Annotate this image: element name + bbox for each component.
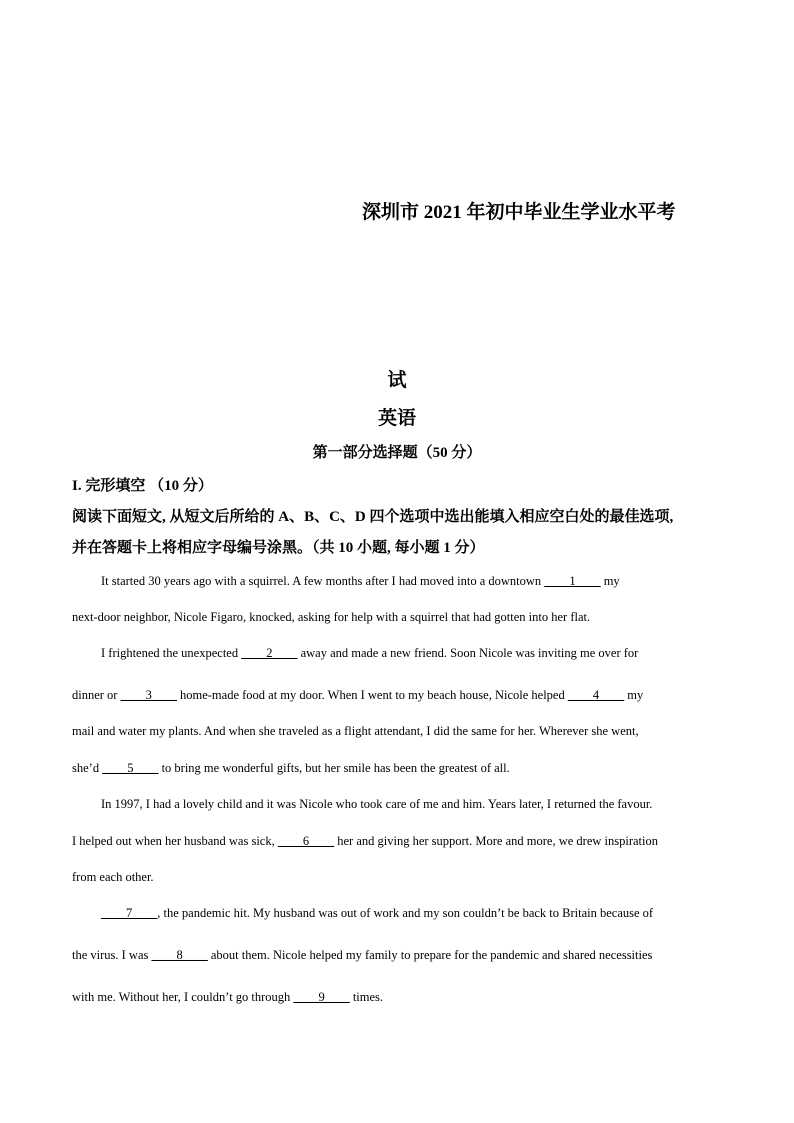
passage-text: mail and water my plants. And when she traveled as a flight attendant, I did the same for her. Wherever she went, (72, 724, 639, 738)
passage-line (72, 948, 652, 963)
passage-text: to bring me wonderful gifts, but her smile has been the greatest of all. (158, 761, 510, 775)
passage-text: my (600, 574, 620, 588)
passage-text: times. (349, 990, 384, 1004)
passage-line (72, 834, 658, 849)
blank-3: ____3____ (120, 688, 177, 702)
passage-line (72, 761, 510, 776)
blank-7: ____7____ (101, 906, 158, 920)
passage-text: I helped out when her husband was sick, (72, 834, 278, 848)
passage-text: It started 30 years ago with a squirrel. A few months after I had moved into a downtown (101, 574, 545, 588)
passage-text: she’d (72, 761, 103, 775)
passage-text: I frightened the unexpected (101, 646, 242, 660)
passage-text: away and made a new friend. Soon Nicole was inviting me over for (297, 646, 639, 660)
passage-line (72, 610, 590, 625)
passage-text: about them. Nicole helped my family to prepare for the pandemic and shared necessities (207, 948, 653, 962)
passage-line (101, 906, 653, 921)
passage-text: next-door neighbor, Nicole Figaro, knocked, asking for help with a squirrel that had gotten into her flat. (72, 610, 591, 624)
blank-5: ____5____ (102, 761, 159, 775)
part-title: 第一部分选择题（50 分） (312, 445, 482, 461)
passage-text: dinner or (72, 688, 121, 702)
passage-line (101, 797, 652, 812)
section-heading: I. 完形填空 （10 分） (72, 478, 213, 494)
instruction-line-2: 并在答题卡上将相应字母编号涂黑。（共 10 小题, 每小题 1 分） (72, 540, 485, 556)
passage-text: the virus. I was (72, 948, 152, 962)
passage-line (72, 688, 643, 703)
subject-title: 英语 (377, 408, 416, 429)
passage-text: , the pandemic hit. My husband was out of work and my son couldn’t be back to Britain because of (157, 906, 654, 920)
exam-title: 深圳市 2021 年初中毕业生学业水平考 (362, 202, 676, 223)
passage-line (72, 870, 154, 885)
passage-text: home-made food at my door. When I went to my beach house, Nicole helped (176, 688, 568, 702)
exam-title-suffix: 试 (387, 370, 407, 391)
blank-4: ____4____ (567, 688, 625, 702)
passage-text: my (624, 688, 644, 702)
passage-text: In 1997, I had a lovely child and it was Nicole who took care of me and him. Years later, I returned the favour. (101, 797, 653, 811)
instruction-line-1: 阅读下面短文, 从短文后所给的 A、B、C、D 四个选项中选出能填入相应空白处的最佳选项, (72, 509, 674, 525)
passage-text: from each other. (72, 870, 154, 884)
blank-9: ____9____ (293, 990, 350, 1004)
blank-8: ____8____ (151, 948, 208, 962)
blank-2: ____2____ (241, 646, 298, 660)
passage-text: her and giving her support. More and more, we drew inspiration (334, 834, 658, 848)
passage-text: with me. Without her, I couldn’t go through (72, 990, 294, 1004)
passage-line (101, 646, 638, 661)
passage-line (72, 724, 639, 739)
blank-6: ____6____ (277, 834, 335, 848)
passage-line (101, 574, 620, 589)
passage-line (72, 990, 383, 1005)
blank-1: ____1____ (544, 574, 601, 588)
